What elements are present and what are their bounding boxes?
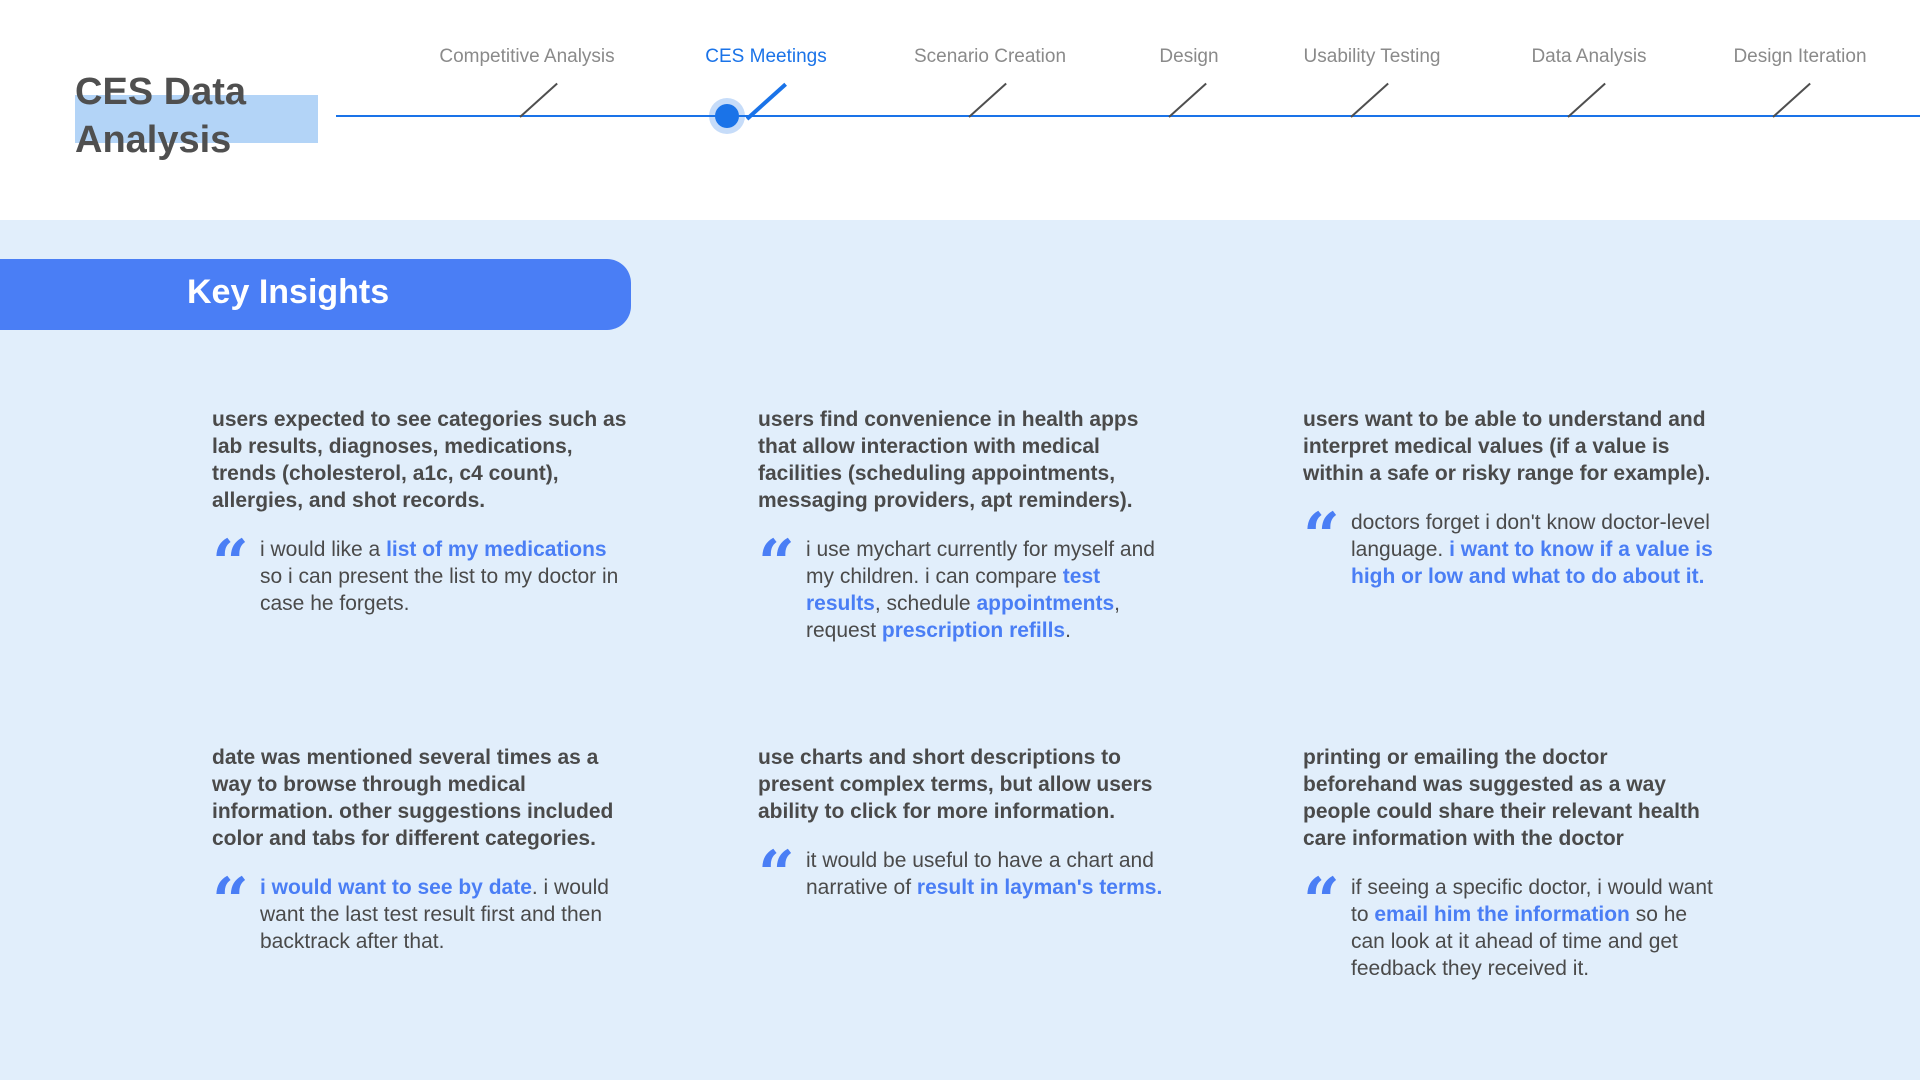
quote-highlight: email him the information bbox=[1374, 903, 1630, 926]
key-insights-banner bbox=[0, 259, 631, 330]
quote-icon: “ bbox=[212, 864, 249, 939]
quote-highlight: prescription refills bbox=[881, 619, 1066, 642]
timeline-line bbox=[336, 115, 1920, 117]
quote-block bbox=[1303, 499, 1723, 590]
timeline-tick bbox=[1350, 83, 1388, 118]
timeline-tick bbox=[1772, 83, 1810, 118]
quote-run: i would like a bbox=[260, 538, 387, 561]
quote-highlight: appointments bbox=[976, 592, 1115, 615]
quote-text bbox=[260, 536, 632, 617]
quote-block bbox=[212, 864, 632, 955]
quote-text bbox=[260, 874, 632, 955]
timeline-step-design-iteration[interactable]: Design Iteration bbox=[1733, 46, 1867, 67]
insight-text: users find convenience in health apps that allow interaction with medical facilities (scheduling appointments, messaging providers, apt reminders). bbox=[758, 408, 1139, 512]
timeline-tick bbox=[968, 83, 1006, 118]
quote-text bbox=[1351, 509, 1723, 590]
timeline-tick bbox=[1168, 83, 1206, 118]
insight-text: users expected to see categories such as lab results, diagnoses, medications, trends (cholesterol, a1c, c4 count), allergies, and shot records. bbox=[212, 408, 627, 512]
insight-text: printing or emailing the doctor beforehand was suggested as a way people could share their relevant health care information with the doctor bbox=[1303, 746, 1700, 850]
quote-highlight: test results bbox=[806, 565, 1101, 615]
quote-highlight: result in layman's terms. bbox=[916, 876, 1163, 899]
quote-highlight: i would want to see by date bbox=[260, 876, 532, 899]
timeline-step-design[interactable]: Design bbox=[1159, 46, 1219, 67]
quote-highlight: i want to know if a value is high or low and what to do about it. bbox=[1351, 538, 1713, 588]
quote-highlight: list of my medications bbox=[386, 538, 607, 561]
timeline-step-usability-testing[interactable]: Usability Testing bbox=[1303, 46, 1441, 67]
insight-text: users want to be able to understand and interpret medical values (if a value is within a safe or risky range for example). bbox=[1303, 408, 1711, 485]
page-title-block bbox=[75, 68, 335, 164]
timeline-tick bbox=[1567, 83, 1605, 118]
insight-text: use charts and short descriptions to present complex terms, but allow users ability to click for more information. bbox=[758, 746, 1153, 823]
page-header bbox=[0, 0, 1920, 220]
insight-card bbox=[758, 744, 1178, 912]
quote-run: so he can look at it ahead of time and get feedback they received it. bbox=[1351, 903, 1688, 980]
quote-run: , schedule bbox=[874, 592, 977, 615]
quote-text bbox=[806, 536, 1178, 644]
quote-block bbox=[212, 526, 632, 617]
timeline-current-node bbox=[715, 104, 739, 128]
quote-block bbox=[758, 526, 1178, 644]
quote-block bbox=[1303, 864, 1723, 982]
quote-icon: “ bbox=[1303, 864, 1340, 939]
quote-run: . i would want the last test result first and then backtrack after that. bbox=[260, 876, 609, 953]
quote-icon: “ bbox=[1303, 499, 1340, 574]
key-insights-heading: Key Insights bbox=[187, 273, 390, 311]
page-title-line-1: CES Data bbox=[75, 71, 247, 113]
quote-run: doctors forget i don't know doctor-level language. bbox=[1351, 511, 1710, 561]
quote-block bbox=[758, 837, 1178, 912]
quote-text bbox=[806, 847, 1178, 901]
insight-card bbox=[1303, 406, 1723, 590]
quote-icon: “ bbox=[758, 526, 795, 601]
page-title bbox=[75, 68, 335, 164]
quote-run: so i can present the list to my doctor in case he forgets. bbox=[260, 565, 619, 615]
timeline-step-ces-meetings[interactable]: CES Meetings bbox=[705, 46, 827, 67]
timeline-step-competitive-analysis[interactable]: Competitive Analysis bbox=[439, 46, 615, 67]
quote-icon: “ bbox=[758, 837, 795, 912]
insights-section bbox=[0, 220, 1920, 1080]
quote-run: . bbox=[1065, 619, 1071, 642]
insight-card bbox=[212, 406, 632, 617]
insight-text: date was mentioned several times as a way to browse through medical information. other suggestions included color and tabs for different categories. bbox=[212, 746, 614, 850]
quote-icon: “ bbox=[212, 526, 249, 601]
quote-run: , request bbox=[806, 592, 1120, 642]
quote-run: if seeing a specific doctor, i would want to bbox=[1351, 876, 1713, 926]
page-title-line-2: Analysis bbox=[75, 119, 232, 161]
timeline-step-scenario-creation[interactable]: Scenario Creation bbox=[913, 46, 1067, 67]
insight-card bbox=[758, 406, 1178, 644]
insight-card bbox=[1303, 744, 1723, 982]
quote-run: i use mychart currently for myself and my children. i can compare bbox=[806, 538, 1155, 588]
quote-run: it would be useful to have a chart and narrative of bbox=[806, 849, 1154, 899]
timeline-tick bbox=[519, 83, 557, 118]
quote-text bbox=[1351, 874, 1723, 982]
timeline-step-data-analysis[interactable]: Data Analysis bbox=[1531, 46, 1647, 67]
insight-card bbox=[212, 744, 632, 955]
